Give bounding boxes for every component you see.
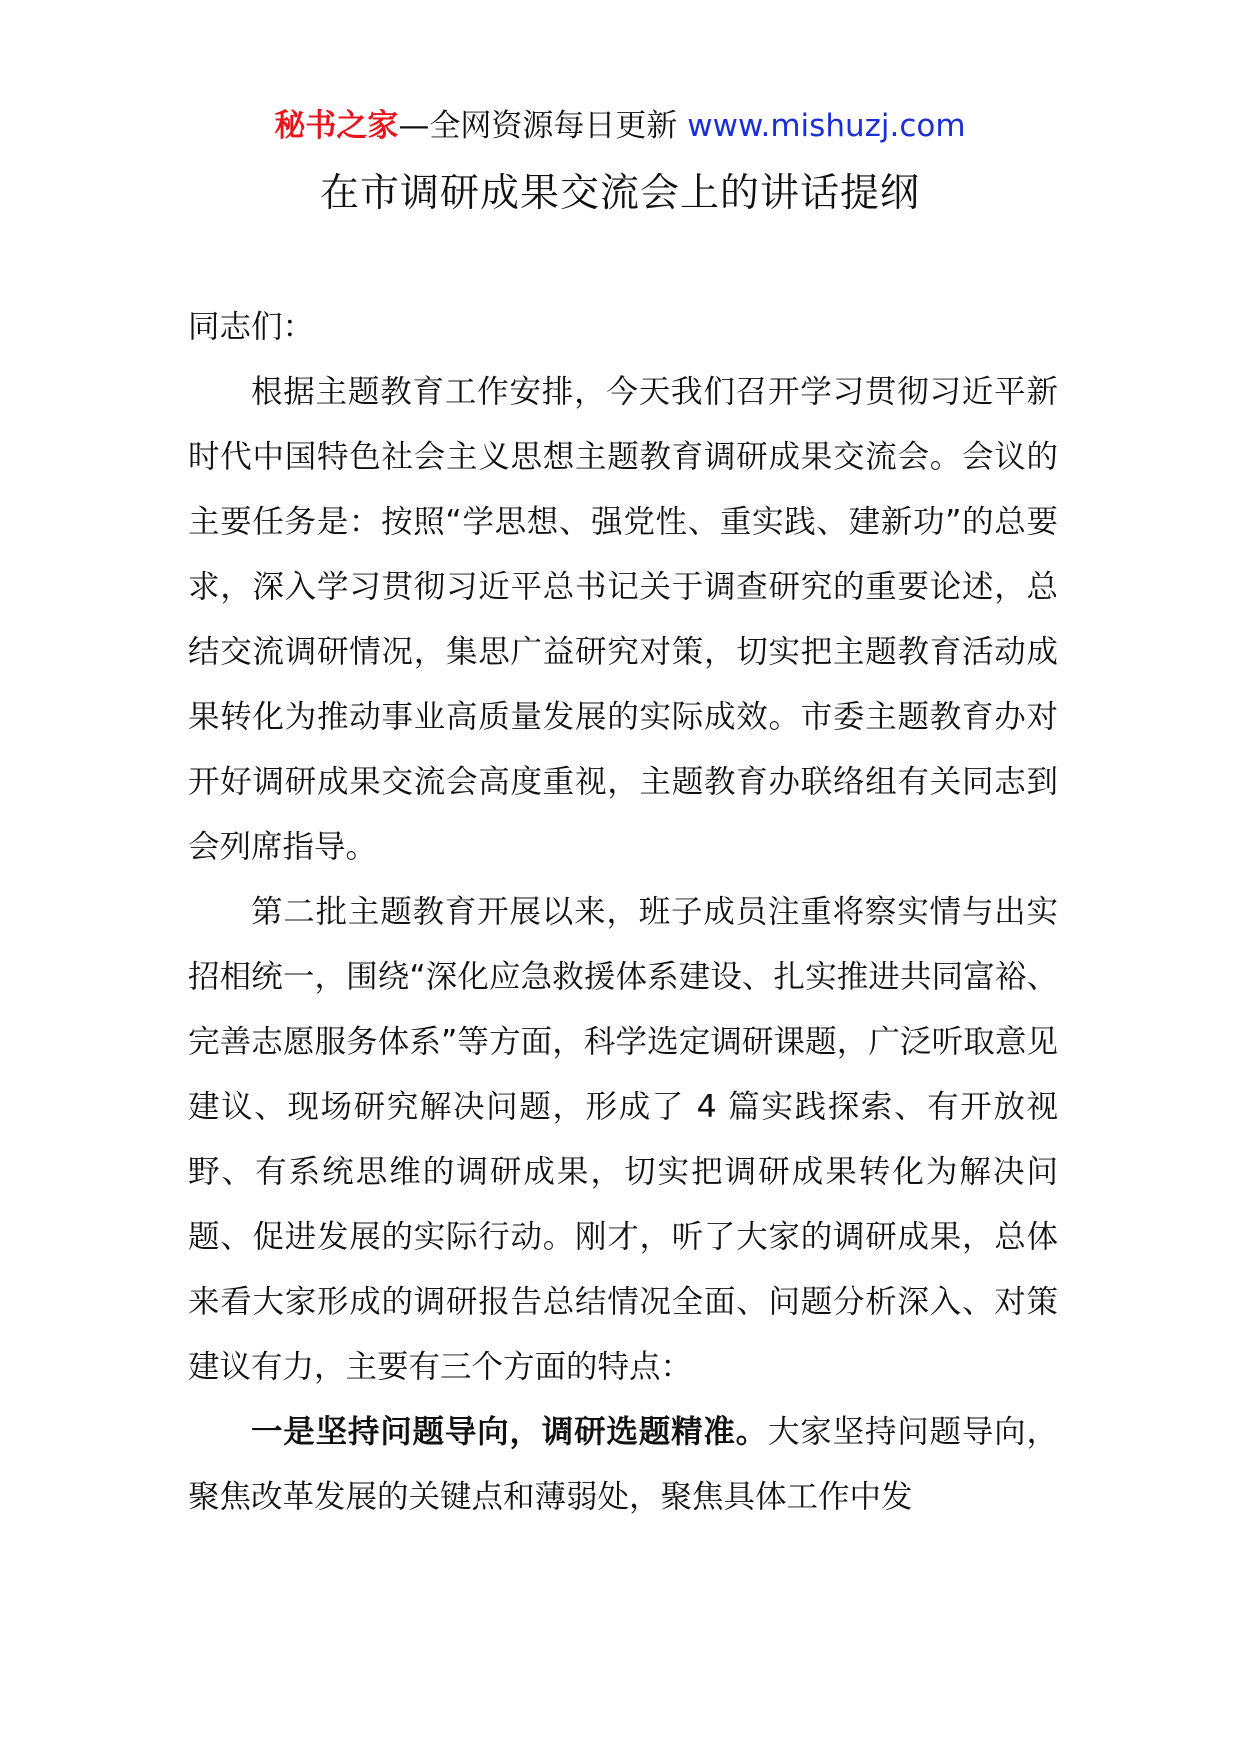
paragraph-1: 根据主题教育工作安排，今天我们召开学习贯彻习近平新时代中国特色社会主义思想主题教育调研成果交流会。会议的主要任务是：按照“学思想、强党性、重实践、建新功”的总要求，深入学习贯彻习近平总书记关于调查研究的重要论述，总结交流调研情况，集思广益研究对策，切实把主题教育活动成果转化为推动事业高质量发展的实际成效。市委主题教育办对开好调研成果交流会高度重视，主题教育办联络组有关同志到会列席指导。: [188, 374, 1058, 865]
paragraph-3: [188, 1400, 1058, 1530]
site-header: [0, 104, 1240, 148]
brand-name: 秘书之家: [274, 108, 399, 144]
point-one-heading: 一是坚持问题导向，调研选题精准。: [251, 1414, 768, 1450]
salutation: 同志们：: [188, 309, 315, 345]
site-url-link[interactable]: www.mishuzj.com: [687, 108, 966, 144]
site-tagline: —全网资源每日更新: [398, 108, 678, 144]
document-body: [188, 295, 1058, 1530]
point-one-text: 大家坚持问题导向，聚焦改革发展的关键点和薄弱处，聚焦具体工作中发: [188, 1414, 1058, 1515]
paragraph-2: 第二批主题教育开展以来，班子成员注重将察实情与出实招相统一，围绕“深化应急救援体系建设、扎实推进共同富裕、完善志愿服务体系”等方面，科学选定调研课题，广泛听取意见建议、现场研究解决问题，形成了 4 篇实践探索、有开放视野、有系统思维的调研成果，切实把调研成果转化为解决问题、促进发展的实际行动。刚才，听了大家的调研成果，总体来看大家形成的调研报告总结情况全面、问题分析深入、对策建议有力，主要有三个方面的特点：: [188, 894, 1058, 1385]
document-title: 在市调研成果交流会上的讲话提纲: [319, 171, 920, 216]
